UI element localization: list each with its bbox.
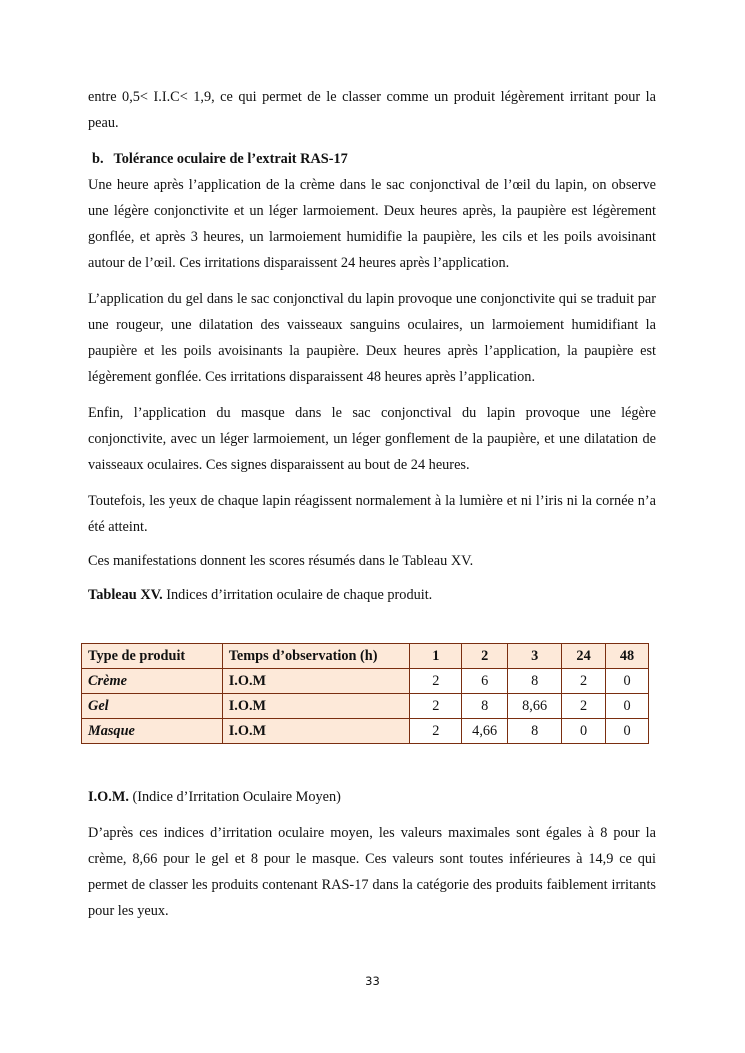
row-value: 0	[606, 719, 649, 744]
row-value: 2	[410, 669, 462, 694]
table-header-row	[82, 644, 649, 669]
row-measure: I.O.M	[222, 719, 410, 744]
section-heading-letter: b.	[92, 151, 104, 167]
page-number: 33	[365, 974, 380, 988]
table-row	[82, 669, 649, 694]
table-caption	[88, 582, 656, 608]
row-value: 8	[462, 694, 508, 719]
section-heading-text: Tolérance oculaire de l’extrait RAS-17	[113, 151, 348, 167]
row-value: 0	[562, 719, 606, 744]
table-caption-text: Indices d’irritation oculaire de chaque produit.	[162, 587, 433, 603]
row-value: 2	[410, 694, 462, 719]
abbreviation-definition: (Indice d’Irritation Oculaire Moyen)	[128, 789, 341, 805]
table-row	[82, 694, 649, 719]
section-heading	[88, 146, 656, 172]
row-value: 8	[508, 669, 562, 694]
row-value: 0	[606, 669, 649, 694]
header-hour-24: 24	[562, 644, 606, 669]
paragraph-creme: Une heure après l’application de la crème dans le sac conjonctival de l’œil du lapin, on observe une légère conjonctivite et un léger larmoiement. Deux heures après, la paupière est légèrement gonflée, et après 3 heures, un larmoiement humidifie la paupière, les cils et les poils avoisinant autour de l’œil. Ces irritations disparaissent 24 heures après l’application.	[88, 177, 656, 271]
notes-section	[88, 784, 656, 924]
header-hour-1: 1	[410, 644, 462, 669]
row-value: 2	[562, 694, 606, 719]
header-product-type: Type de produit	[82, 644, 223, 669]
paragraph-iris: Toutefois, les yeux de chaque lapin réagissent normalement à la lumière et ni l’iris ni la cornée n’a été atteint.	[88, 493, 656, 535]
paragraph-masque: Enfin, l’application du masque dans le sac conjonctival du lapin provoque une légère conjonctivite, avec un léger larmoiement, un léger gonflement de la paupière, et une dilatation de vaisseaux oculaires. Ces signes disparaissent au bout de 24 heures.	[88, 405, 656, 473]
paragraph-intro: entre 0,5< I.I.C< 1,9, ce qui permet de le classer comme un produit légèrement irritant pour la peau.	[88, 89, 656, 131]
row-value: 4,66	[462, 719, 508, 744]
row-measure: I.O.M	[222, 669, 410, 694]
table-caption-label: Tableau XV.	[88, 587, 163, 603]
paragraph-conclusion: D’après ces indices d’irritation oculaire moyen, les valeurs maximales sont égales à 8 pour la crème, 8,66 pour le gel et 8 pour le masque. Ces valeurs sont toutes inférieures à 14,9 ce qui permet de classer les produits contenant RAS-17 dans la catégorie des produits faiblement irritants pour les yeux.	[88, 825, 656, 919]
row-value: 6	[462, 669, 508, 694]
abbreviation-note	[88, 784, 656, 810]
row-value: 0	[606, 694, 649, 719]
row-value: 8,66	[508, 694, 562, 719]
table-row	[82, 719, 649, 744]
paragraph-scores: Ces manifestations donnent les scores résumés dans le Tableau XV.	[88, 553, 474, 569]
abbreviation-term: I.O.M.	[88, 789, 129, 805]
header-observation-time: Temps d’observation (h)	[222, 644, 410, 669]
row-product: Gel	[82, 694, 223, 719]
row-measure: I.O.M	[222, 694, 410, 719]
paragraph-gel: L’application du gel dans le sac conjonctival du lapin provoque une conjonctivite qui se traduit par une rougeur, une dilatation des vaisseaux sanguins oculaires, un larmoiement humidifiant la paupière et les poils avoisinants la paupière. Deux heures après l’application, la paupière est légèrement gonflée. Ces irritations disparaissent 48 heures après l’application.	[88, 291, 656, 385]
irritation-table	[81, 643, 649, 744]
row-value: 8	[508, 719, 562, 744]
header-hour-3: 3	[508, 644, 562, 669]
row-product: Crème	[82, 669, 223, 694]
header-hour-48: 48	[606, 644, 649, 669]
row-value: 2	[562, 669, 606, 694]
row-value: 2	[410, 719, 462, 744]
row-product: Masque	[82, 719, 223, 744]
document-body	[88, 84, 656, 608]
header-hour-2: 2	[462, 644, 508, 669]
